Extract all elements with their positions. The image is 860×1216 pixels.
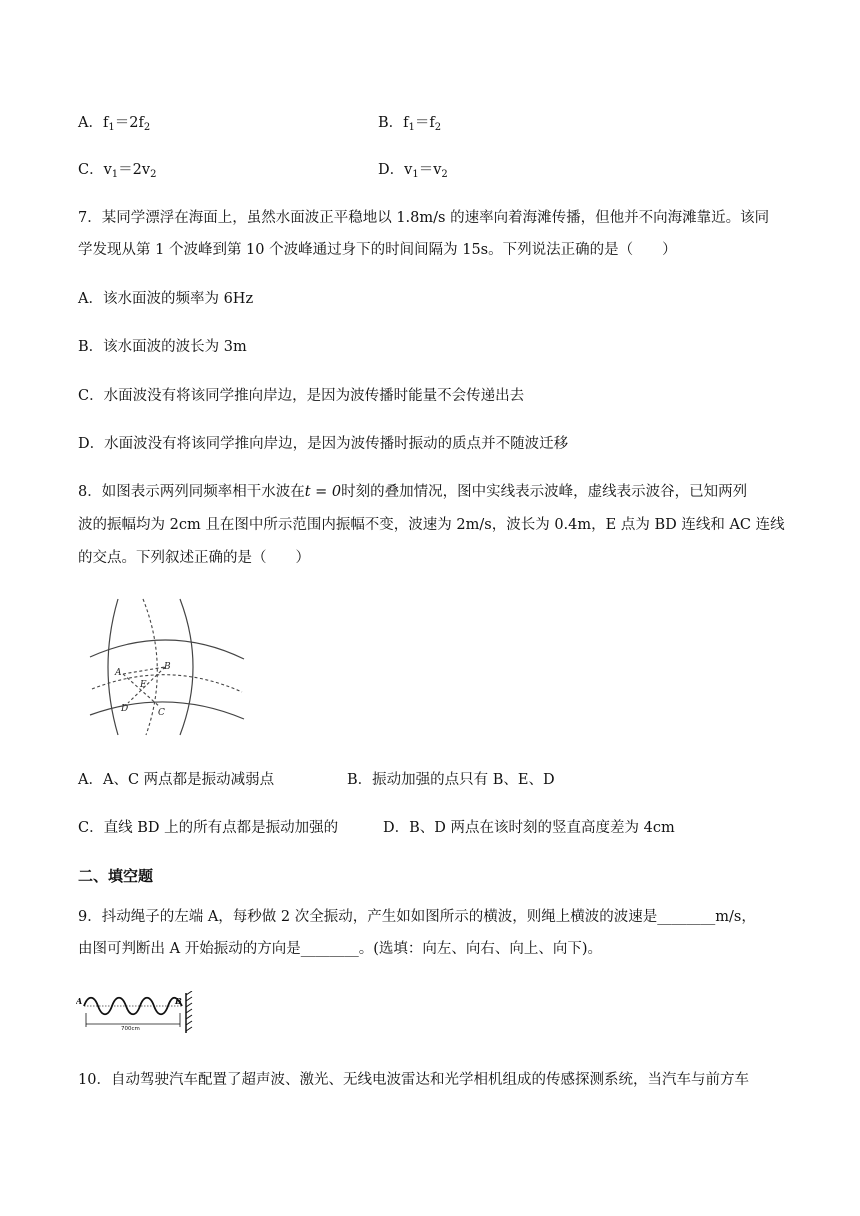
q6-option-b: B．$f_1=f_2$ <box>378 115 442 133</box>
q10-stem-line-1: 10．自动驾驶汽车配置了超声波、激光、无线电波雷达和光学相机组成的传感探测系统，当汽车与前方车 <box>78 1072 749 1088</box>
wave-dimension-label: 700cm <box>121 1026 140 1032</box>
q8-option-b: B．振动加强的点只有 B、E、D <box>347 772 555 788</box>
q7-option-b: B．该水面波的波长为 3m <box>78 339 247 355</box>
trough-arc-1 <box>143 599 157 735</box>
fig-label-a: A <box>115 668 122 678</box>
crest-arc-2 <box>180 599 193 735</box>
section-title-fill-in: 二、填空题 <box>78 867 154 885</box>
q8-stem-line-3: 的交点。下列叙述正确的是（ ） <box>78 550 310 566</box>
q8-stem-line-2: 波的振幅均为 2cm 且在图中所示范围内振幅不变，波速为 2m/s，波长为 0.4m，E 点为 BD 连线和 AC 连线 <box>78 517 785 533</box>
fig-label-e: E <box>140 680 147 690</box>
q7-stem-line-1: 7．某同学漂浮在海面上，虽然水面波正平稳地以 1.8m/s 的速率向着海滩传播，但他并不向海滩靠近。该同 <box>78 210 770 226</box>
fig-label-b: B <box>164 662 171 672</box>
q7-option-c: C．水面波没有将该同学推向岸边，是因为波传播时能量不会传递出去 <box>78 388 525 404</box>
q9-stem-line-1: 9．抖动绳子的左端 A，每秒做 2 次全振动，产生如如图所示的横波，则绳上横波的波速是________m/s， <box>78 909 756 925</box>
fig-label-d: D <box>121 704 129 714</box>
q7-stem-line-2: 学发现从第 1 个波峰到第 10 个波峰通过身下的时间间隔为 15s。下列说法正确的是（ ） <box>78 242 677 258</box>
q9-stem-line-2: 由图可判断出 A 开始振动的方向是________。(选填：向左、向右、向上、向下)。 <box>78 941 603 957</box>
q8-option-c: C．直线 BD 上的所有点都是振动加强的 <box>78 820 339 836</box>
q6-option-c: C．$v_1=2v_2$ <box>78 162 157 180</box>
wave-label-a: A <box>76 996 83 1006</box>
fig-label-c: C <box>158 708 165 718</box>
q7-option-d: D．水面波没有将该同学推向岸边，是因为波传播时振动的质点并不随波迁移 <box>78 436 569 452</box>
q6-option-d: D．$v_1=v_2$ <box>378 162 448 180</box>
q6-option-a: A．$f_1=2f_2$ <box>78 115 151 133</box>
q8-math-t0: t = 0 <box>304 484 342 500</box>
q9-wave-figure <box>76 991 206 1039</box>
q7-option-a: A．该水面波的频率为 6Hz <box>78 291 254 307</box>
crest-arc-1 <box>108 599 118 735</box>
q8-interference-figure <box>88 597 248 737</box>
wave-label-b: B <box>175 996 182 1006</box>
q8-stem-line-1: 8．如图表示两列同频率相干水波在t = 0时刻的叠加情况，图中实线表示波峰，虚线表示波谷，已知两列 <box>78 484 748 500</box>
q8-option-a: A．A、C 两点都是振动减弱点 <box>78 772 275 788</box>
q8-option-d: D．B、D 两点在该时刻的竖直高度差为 4cm <box>383 820 675 836</box>
crest-arc-3 <box>90 640 244 659</box>
line-ab <box>123 667 165 674</box>
